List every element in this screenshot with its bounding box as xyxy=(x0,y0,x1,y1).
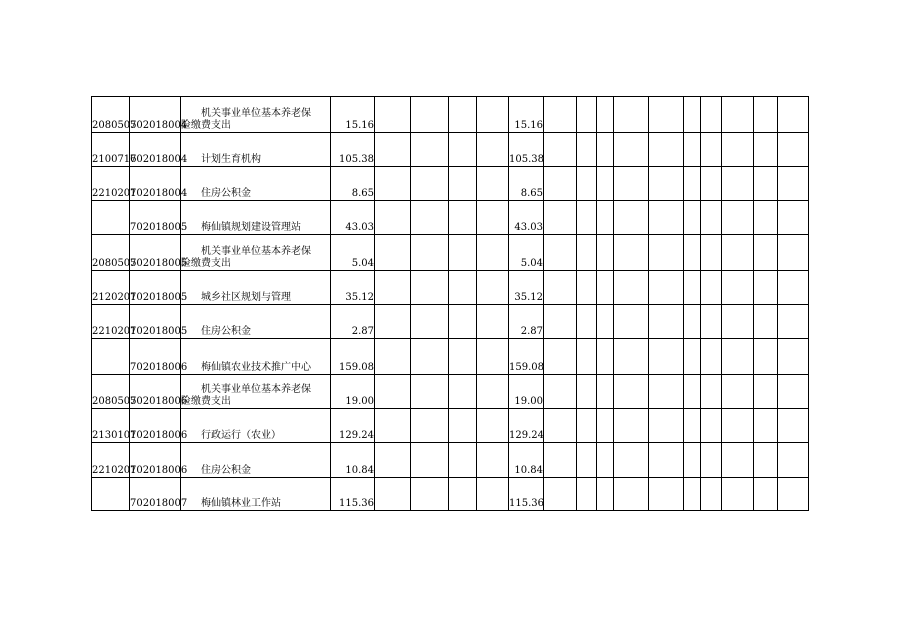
empty-cell xyxy=(375,408,411,442)
empty-cell xyxy=(778,133,809,166)
empty-cell xyxy=(614,374,649,408)
empty-cell xyxy=(544,304,577,338)
total-amount-cell: 19.00 xyxy=(331,374,375,408)
empty-cell xyxy=(684,235,701,270)
unit-code-cell: 702018004 xyxy=(130,133,181,166)
func-code-cell xyxy=(92,477,130,510)
empty-cell xyxy=(477,133,509,166)
empty-cell xyxy=(722,133,754,166)
empty-cell xyxy=(449,97,477,133)
empty-cell xyxy=(597,133,614,166)
empty-cell xyxy=(375,477,411,510)
empty-cell xyxy=(684,97,701,133)
func-code-cell: 2080505 xyxy=(92,374,130,408)
basic-amount-cell: 15.16 xyxy=(509,97,544,133)
basic-amount-cell: 115.36 xyxy=(509,477,544,510)
empty-cell xyxy=(597,200,614,234)
empty-cell xyxy=(449,270,477,304)
empty-cell xyxy=(722,304,754,338)
empty-cell xyxy=(597,339,614,374)
table-row xyxy=(92,443,809,477)
empty-cell xyxy=(614,304,649,338)
table-row xyxy=(92,97,809,133)
empty-cell xyxy=(477,235,509,270)
item-name-cell: 梅仙镇林业工作站 xyxy=(181,477,331,510)
empty-cell xyxy=(449,166,477,200)
empty-cell xyxy=(449,304,477,338)
empty-cell xyxy=(411,97,449,133)
empty-cell xyxy=(544,339,577,374)
unit-code-cell: 702018006 xyxy=(130,374,181,408)
empty-cell xyxy=(754,235,778,270)
empty-cell xyxy=(649,408,684,442)
empty-cell xyxy=(701,443,722,477)
total-amount-cell: 159.08 xyxy=(331,339,375,374)
empty-cell xyxy=(375,166,411,200)
empty-cell xyxy=(649,235,684,270)
empty-cell xyxy=(649,339,684,374)
empty-cell xyxy=(597,477,614,510)
empty-cell xyxy=(722,166,754,200)
empty-cell xyxy=(722,235,754,270)
empty-cell xyxy=(577,97,597,133)
func-code-cell xyxy=(92,200,130,234)
func-code-cell: 2130101 xyxy=(92,408,130,442)
budget-table xyxy=(91,96,809,511)
empty-cell xyxy=(477,443,509,477)
empty-cell xyxy=(544,235,577,270)
empty-cell xyxy=(614,97,649,133)
empty-cell xyxy=(649,270,684,304)
empty-cell xyxy=(754,200,778,234)
func-code-cell: 2100716 xyxy=(92,133,130,166)
item-name-cell: 住房公积金 xyxy=(181,443,331,477)
empty-cell xyxy=(684,133,701,166)
basic-amount-cell: 159.08 xyxy=(509,339,544,374)
item-name-cell: 梅仙镇农业技术推广中心 xyxy=(181,339,331,374)
empty-cell xyxy=(597,235,614,270)
empty-cell xyxy=(411,270,449,304)
empty-cell xyxy=(477,304,509,338)
empty-cell xyxy=(722,408,754,442)
empty-cell xyxy=(449,443,477,477)
unit-code-cell: 702018004 xyxy=(130,97,181,133)
empty-cell xyxy=(411,235,449,270)
empty-cell xyxy=(684,200,701,234)
empty-cell xyxy=(722,443,754,477)
empty-cell xyxy=(722,339,754,374)
basic-amount-cell: 10.84 xyxy=(509,443,544,477)
empty-cell xyxy=(684,374,701,408)
empty-cell xyxy=(754,133,778,166)
empty-cell xyxy=(577,477,597,510)
empty-cell xyxy=(577,304,597,338)
empty-cell xyxy=(684,270,701,304)
empty-cell xyxy=(477,270,509,304)
empty-cell xyxy=(722,270,754,304)
basic-amount-cell: 129.24 xyxy=(509,408,544,442)
total-amount-cell: 15.16 xyxy=(331,97,375,133)
empty-cell xyxy=(577,133,597,166)
empty-cell xyxy=(477,374,509,408)
empty-cell xyxy=(701,339,722,374)
empty-cell xyxy=(411,443,449,477)
item-name-cell: 住房公积金 xyxy=(181,304,331,338)
empty-cell xyxy=(375,97,411,133)
empty-cell xyxy=(754,97,778,133)
empty-cell xyxy=(375,339,411,374)
empty-cell xyxy=(477,339,509,374)
table-row xyxy=(92,374,809,408)
func-code-cell: 2120201 xyxy=(92,270,130,304)
empty-cell xyxy=(411,374,449,408)
table-row xyxy=(92,133,809,166)
func-code-cell: 2210201 xyxy=(92,304,130,338)
empty-cell xyxy=(614,166,649,200)
empty-cell xyxy=(754,443,778,477)
empty-cell xyxy=(701,166,722,200)
empty-cell xyxy=(649,200,684,234)
basic-amount-cell: 43.03 xyxy=(509,200,544,234)
empty-cell xyxy=(701,235,722,270)
empty-cell xyxy=(411,304,449,338)
empty-cell xyxy=(411,166,449,200)
empty-cell xyxy=(577,166,597,200)
empty-cell xyxy=(577,408,597,442)
empty-cell xyxy=(375,133,411,166)
empty-cell xyxy=(754,339,778,374)
basic-amount-cell: 35.12 xyxy=(509,270,544,304)
empty-cell xyxy=(754,166,778,200)
unit-code-cell: 702018005 xyxy=(130,200,181,234)
empty-cell xyxy=(577,235,597,270)
empty-cell xyxy=(544,374,577,408)
empty-cell xyxy=(577,374,597,408)
empty-cell xyxy=(701,133,722,166)
basic-amount-cell: 5.04 xyxy=(509,235,544,270)
empty-cell xyxy=(449,374,477,408)
empty-cell xyxy=(649,166,684,200)
empty-cell xyxy=(411,408,449,442)
empty-cell xyxy=(778,374,809,408)
unit-code-cell: 702018005 xyxy=(130,304,181,338)
total-amount-cell: 115.36 xyxy=(331,477,375,510)
empty-cell xyxy=(778,443,809,477)
empty-cell xyxy=(778,200,809,234)
table-row xyxy=(92,408,809,442)
basic-amount-cell: 8.65 xyxy=(509,166,544,200)
empty-cell xyxy=(577,443,597,477)
empty-cell xyxy=(722,97,754,133)
empty-cell xyxy=(649,97,684,133)
total-amount-cell: 5.04 xyxy=(331,235,375,270)
empty-cell xyxy=(577,339,597,374)
empty-cell xyxy=(722,200,754,234)
empty-cell xyxy=(684,304,701,338)
item-name-cell: 梅仙镇规划建设管理站 xyxy=(181,200,331,234)
empty-cell xyxy=(597,97,614,133)
table-body xyxy=(92,97,809,511)
table-row xyxy=(92,304,809,338)
empty-cell xyxy=(597,443,614,477)
empty-cell xyxy=(649,477,684,510)
empty-cell xyxy=(544,270,577,304)
basic-amount-cell: 2.87 xyxy=(509,304,544,338)
table-row xyxy=(92,477,809,510)
func-code-cell: 2210201 xyxy=(92,443,130,477)
total-amount-cell: 8.65 xyxy=(331,166,375,200)
empty-cell xyxy=(597,304,614,338)
empty-cell xyxy=(477,166,509,200)
empty-cell xyxy=(375,200,411,234)
empty-cell xyxy=(375,270,411,304)
empty-cell xyxy=(577,200,597,234)
empty-cell xyxy=(614,270,649,304)
empty-cell xyxy=(684,443,701,477)
empty-cell xyxy=(375,304,411,338)
empty-cell xyxy=(778,166,809,200)
total-amount-cell: 129.24 xyxy=(331,408,375,442)
empty-cell xyxy=(649,443,684,477)
total-amount-cell: 35.12 xyxy=(331,270,375,304)
empty-cell xyxy=(614,133,649,166)
unit-code-cell: 702018005 xyxy=(130,235,181,270)
empty-cell xyxy=(375,443,411,477)
empty-cell xyxy=(411,339,449,374)
total-amount-cell: 10.84 xyxy=(331,443,375,477)
empty-cell xyxy=(778,408,809,442)
empty-cell xyxy=(544,200,577,234)
empty-cell xyxy=(544,408,577,442)
empty-cell xyxy=(597,374,614,408)
empty-cell xyxy=(449,235,477,270)
empty-cell xyxy=(544,166,577,200)
empty-cell xyxy=(614,443,649,477)
empty-cell xyxy=(544,477,577,510)
empty-cell xyxy=(544,97,577,133)
empty-cell xyxy=(754,374,778,408)
empty-cell xyxy=(449,408,477,442)
basic-amount-cell: 19.00 xyxy=(509,374,544,408)
empty-cell xyxy=(597,270,614,304)
item-name-cell: 行政运行（农业） xyxy=(181,408,331,442)
empty-cell xyxy=(778,477,809,510)
empty-cell xyxy=(411,200,449,234)
empty-cell xyxy=(375,235,411,270)
unit-code-cell: 702018006 xyxy=(130,408,181,442)
unit-code-cell: 702018005 xyxy=(130,270,181,304)
empty-cell xyxy=(701,477,722,510)
unit-code-cell: 702018004 xyxy=(130,166,181,200)
func-code-cell: 2080505 xyxy=(92,235,130,270)
unit-code-cell: 702018007 xyxy=(130,477,181,510)
empty-cell xyxy=(449,133,477,166)
empty-cell xyxy=(449,200,477,234)
empty-cell xyxy=(649,304,684,338)
table-row xyxy=(92,339,809,374)
total-amount-cell: 105.38 xyxy=(331,133,375,166)
empty-cell xyxy=(411,133,449,166)
empty-cell xyxy=(449,339,477,374)
item-name-cell: 住房公积金 xyxy=(181,166,331,200)
empty-cell xyxy=(649,374,684,408)
func-code-cell: 2210201 xyxy=(92,166,130,200)
empty-cell xyxy=(477,97,509,133)
empty-cell xyxy=(614,235,649,270)
total-amount-cell: 43.03 xyxy=(331,200,375,234)
empty-cell xyxy=(754,270,778,304)
empty-cell xyxy=(701,270,722,304)
empty-cell xyxy=(684,408,701,442)
empty-cell xyxy=(449,477,477,510)
empty-cell xyxy=(722,477,754,510)
empty-cell xyxy=(778,304,809,338)
empty-cell xyxy=(722,374,754,408)
empty-cell xyxy=(477,200,509,234)
table-row xyxy=(92,166,809,200)
empty-cell xyxy=(597,408,614,442)
empty-cell xyxy=(701,304,722,338)
table-row xyxy=(92,235,809,270)
unit-code-cell: 702018006 xyxy=(130,339,181,374)
empty-cell xyxy=(477,408,509,442)
item-name-cell: 机关事业单位基本养老保 险缴费支出 xyxy=(181,235,331,270)
empty-cell xyxy=(544,443,577,477)
empty-cell xyxy=(701,97,722,133)
empty-cell xyxy=(778,235,809,270)
empty-cell xyxy=(778,270,809,304)
empty-cell xyxy=(477,477,509,510)
empty-cell xyxy=(614,477,649,510)
empty-cell xyxy=(614,408,649,442)
empty-cell xyxy=(754,408,778,442)
empty-cell xyxy=(701,200,722,234)
empty-cell xyxy=(544,133,577,166)
empty-cell xyxy=(577,270,597,304)
empty-cell xyxy=(614,200,649,234)
empty-cell xyxy=(375,374,411,408)
basic-amount-cell: 105.38 xyxy=(509,133,544,166)
item-name-cell: 城乡社区规划与管理 xyxy=(181,270,331,304)
empty-cell xyxy=(684,477,701,510)
unit-code-cell: 702018006 xyxy=(130,443,181,477)
empty-cell xyxy=(411,477,449,510)
empty-cell xyxy=(778,339,809,374)
empty-cell xyxy=(778,97,809,133)
table-row xyxy=(92,270,809,304)
func-code-cell xyxy=(92,339,130,374)
empty-cell xyxy=(684,166,701,200)
func-code-cell: 2080505 xyxy=(92,97,130,133)
empty-cell xyxy=(649,133,684,166)
empty-cell xyxy=(754,477,778,510)
empty-cell xyxy=(754,304,778,338)
empty-cell xyxy=(614,339,649,374)
empty-cell xyxy=(701,374,722,408)
item-name-cell: 机关事业单位基本养老保 险缴费支出 xyxy=(181,374,331,408)
item-name-cell: 机关事业单位基本养老保 险缴费支出 xyxy=(181,97,331,133)
item-name-cell: 计划生育机构 xyxy=(181,133,331,166)
empty-cell xyxy=(684,339,701,374)
empty-cell xyxy=(701,408,722,442)
empty-cell xyxy=(597,166,614,200)
total-amount-cell: 2.87 xyxy=(331,304,375,338)
table-row xyxy=(92,200,809,234)
